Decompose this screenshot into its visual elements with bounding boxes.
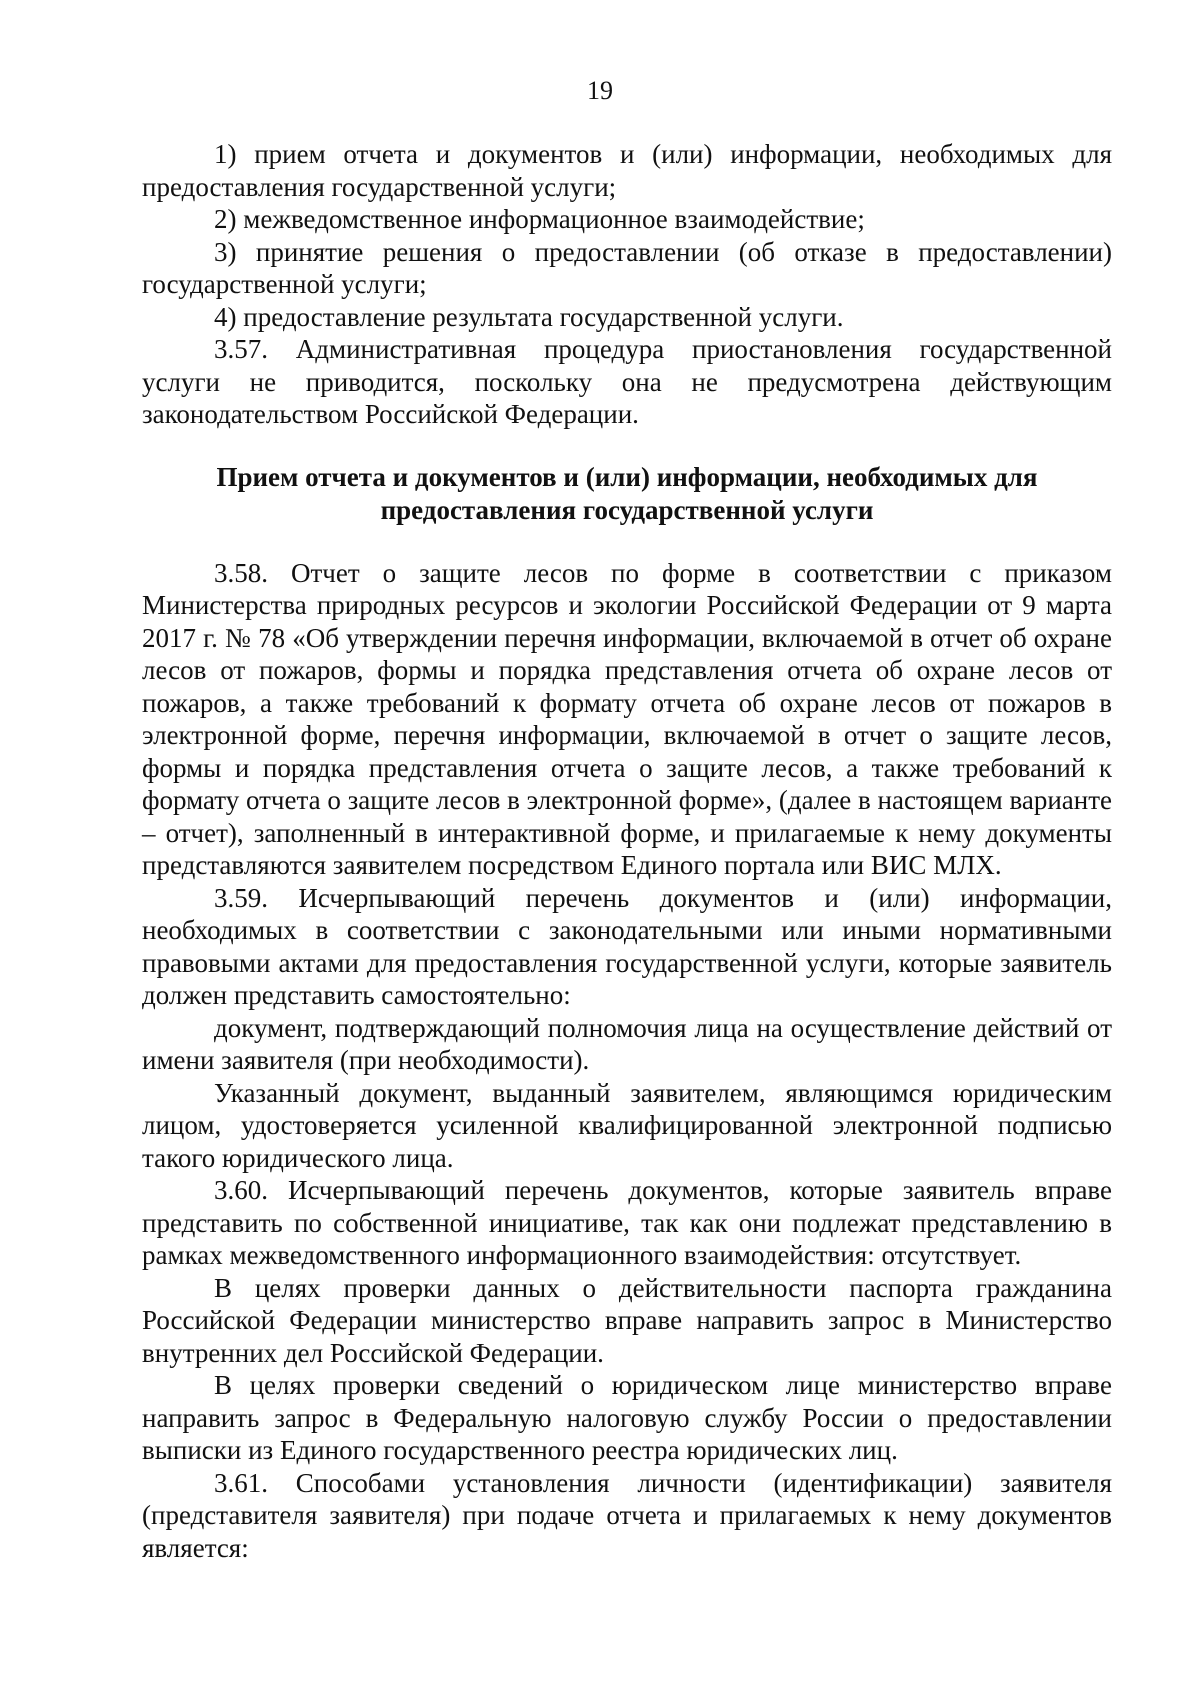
paragraph-document-authority: документ, подтверждающий полномочия лица на осуществление действий от имени заявителя (при необходимости). bbox=[142, 1012, 1112, 1075]
paragraph-signature-requirement: Указанный документ, выданный заявителем, являющимся юридическим лицом, удостоверяется усиленной квалифицированной электронной подписью такого юридического лица. bbox=[142, 1077, 1112, 1173]
paragraph-3-59: 3.59. Исчерпывающий перечень документов и (или) информации, необходимых в соответствии с законодательными или иными нормативными правовыми актами для предоставления государственной услуги, которые заявитель должен представить самостоятельно: bbox=[142, 882, 1112, 1010]
paragraph-3-61: 3.61. Способами установления личности (идентификации) заявителя (представителя заявителя) при подаче отчета и прилагаемых к нему документов является: bbox=[142, 1467, 1112, 1563]
paragraph-3-58: 3.58. Отчет о защите лесов по форме в соответствии с приказом Министерства природных ресурсов и экологии Российской Федерации от 9 марта 2017 г. № 78 «Об утверждении перечня информации, включаемой в отчет об охране лесов от пожаров, формы и порядка представления отчета об охране лесов от пожаров, а также требований к формату отчета об охране лесов от пожаров в электронной форме, перечня информации, включаемой в отчет о защите лесов, формы и порядка представления отчета о защите лесов, а также требований к формату отчета о защите лесов в электронной форме», (далее в настоящем варианте – отчет), заполненный в интерактивной форме, и прилагаемые к нему документы представляются заявителем посредством Единого портала или ВИС МЛХ. bbox=[142, 557, 1112, 880]
paragraph-3-60: 3.60. Исчерпывающий перечень документов, которые заявитель вправе представить по собственной инициативе, так как они подлежат представлению в рамках межведомственного информационного взаимодействия: отсутствует. bbox=[142, 1175, 1112, 1270]
list-item-4: 4) предоставление результата государственной услуги. bbox=[214, 301, 844, 332]
list-item-1: 1) прием отчета и документов и (или) информации, необходимых для предоставления государственной услуги; bbox=[142, 139, 1112, 202]
section-heading bbox=[142, 461, 1112, 527]
list-item-2: 2) межведомственное информационное взаимодействие; bbox=[214, 204, 865, 234]
paragraph-passport-check: В целях проверки данных о действительности паспорта гражданина Российской Федерации министерство вправе направить запрос в Министерство внутренних дел Российской Федерации. bbox=[142, 1272, 1112, 1368]
section-heading-line-1: Прием отчета и документов и (или) информации, необходимых для bbox=[216, 461, 1038, 492]
list-item-3: 3) принятие решения о предоставлении (об отказе в предоставлении) государственной услуги; bbox=[142, 236, 1112, 299]
paragraph-3-57: 3.57. Административная процедура приостановления государственной услуги не приводится, поскольку она не предусмотрена действующим законодательством Российской Федерации. bbox=[142, 334, 1112, 429]
document-body bbox=[142, 138, 1112, 1564]
page-number: 19 bbox=[587, 76, 613, 105]
section-heading-line-2: предоставления государственной услуги bbox=[380, 494, 874, 525]
paragraph-legal-entity-check: В целях проверки сведений о юридическом лице министерство вправе направить запрос в Федеральную налоговую службу России о предоставлении выписки из Единого государственного реестра юридических лиц. bbox=[142, 1370, 1112, 1465]
